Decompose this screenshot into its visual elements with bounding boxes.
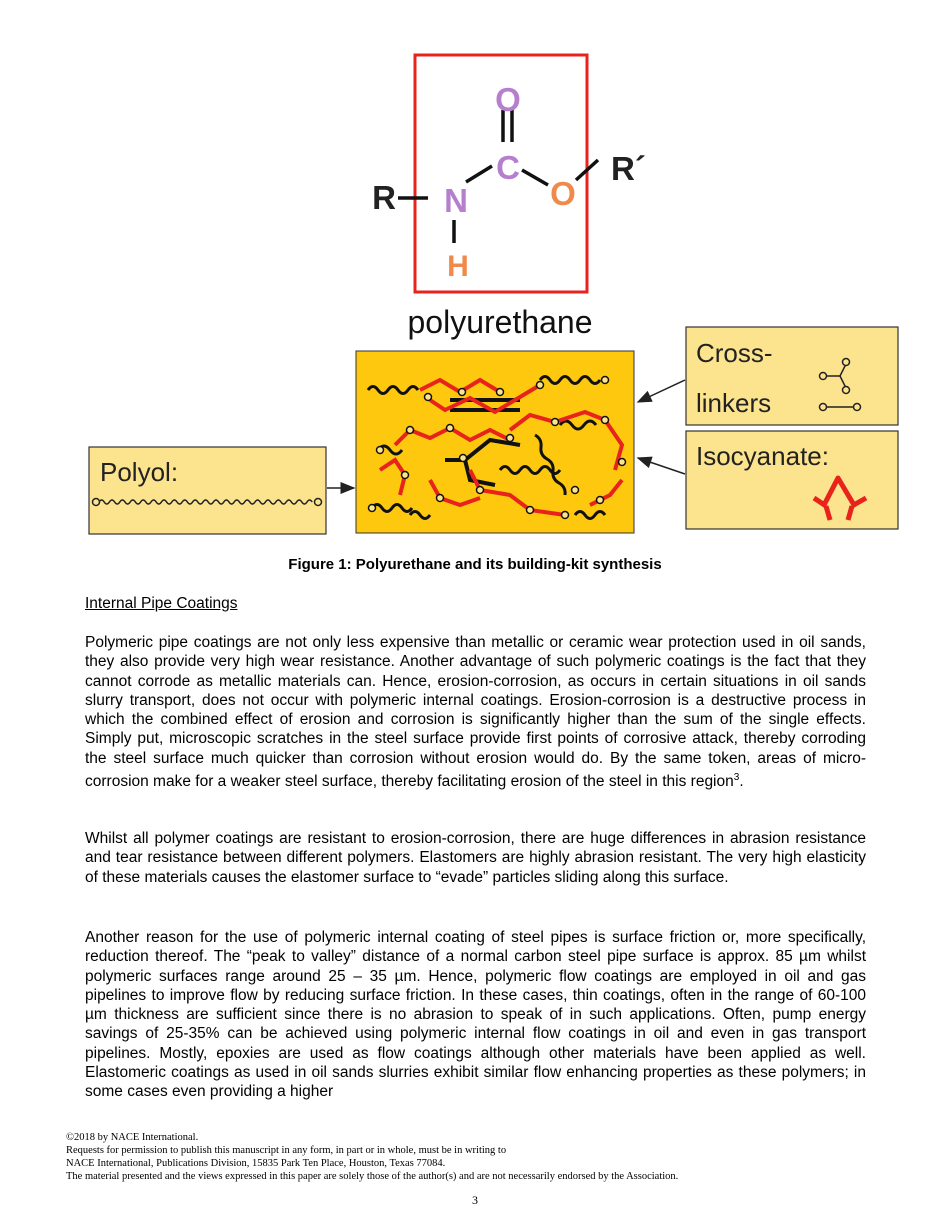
isocyanate-label: Isocyanate:: [696, 441, 829, 471]
atom-nitrogen: N: [444, 182, 468, 219]
paragraph-2: Whilst all polymer coatings are resistant to erosion-corrosion, there are huge differences in abrasion resistance and tear resistance between different polymers. Elastomers are highly abrasion resistant. The very high elasticity of these materials causes the elastomer surface to “evade” particles sliding along this surface.: [85, 830, 866, 886]
arrow-isocyanate: [638, 458, 685, 474]
atom-r-left: R: [372, 179, 396, 216]
paragraph-1: [85, 633, 866, 792]
isocyanate-box: [686, 431, 898, 529]
polymer-network-panel: [356, 351, 634, 533]
atom-carbon: C: [496, 149, 520, 186]
polyol-box: [89, 447, 326, 534]
polyol-label: Polyol:: [100, 457, 179, 487]
arrow-crosslinkers: [638, 380, 685, 402]
footer-copyright: ©2018 by NACE International.: [66, 1132, 199, 1143]
footer-permission: Requests for permission to publish this manuscript in any form, in part or in whole, must be in writing to: [66, 1145, 507, 1156]
figure-caption: Figure 1: Polyurethane and its building-kit synthesis: [288, 556, 662, 573]
paragraph-1-text: Polymeric pipe coatings are not only less expensive than metallic or ceramic wear protection used in oil sands, they also provide very high wear resistance. Another advantage of such polymeric coatings is the fact that they cannot corrode as metallic materials can. Hence, erosion-corrosion, as occurs in certain situations in oil sands slurry transport, does not occur with polymeric internal coatings. Erosion-corrosion is a destructive process in which the combined effect of erosion and corrosion is significantly higher than the sum of the single effects. Simply put, microscopic scratches in the steel surface provide first points of corrosive attack, thereby corroding the steel surface much quicker than corrosion without erosion would do. By the same token, areas of micro-corrosion make for a weaker steel surface, thereby facilitating erosion of the steel in this region: [85, 634, 866, 791]
crosslinkers-box: [686, 327, 898, 425]
urethane-molecule: [372, 55, 646, 340]
paragraph-3: Another reason for the use of polymeric internal coating of steel pipes is surface friction or, more specifically, reduction thereof. The “peak to valley” distance of a normal carbon steel pipe surface is approx. 85 µm whilst polymeric surfaces range around 25 – 35 µm. Hence, polymeric flow coatings are employed in oil and gas pipelines to improve flow by reducing surface friction. In these cases, thin coatings, often in the range of 60-100 µm thickness are sufficient since there is no abrasion to speak of in such applications. Often, pump energy savings of 25-35% can be achieved using polymeric internal flow coatings in oil and even in gas transport pipelines. Mostly, epoxies are used as flow coatings although other materials have been applied as well. Elastomeric coatings as used in oil sands slurries exhibit similar flow enhancing properties as these polymers; in some cases even providing a higher: [85, 929, 866, 1101]
page-number: 3: [472, 1193, 478, 1207]
atom-r-right: R´: [611, 150, 646, 187]
polyurethane-figure: [0, 0, 950, 545]
polyurethane-label: polyurethane: [407, 304, 593, 340]
atom-hydrogen: H: [447, 250, 469, 283]
footer-disclaimer: The material presented and the views expressed in this paper are solely those of the author(s) and are not necessarily endorsed by the Association.: [66, 1171, 679, 1182]
atom-oxygen-ester: O: [550, 175, 576, 212]
paragraph-1-end: .: [739, 773, 744, 791]
atom-oxygen-double: O: [495, 81, 521, 118]
footer-address: NACE International, Publications Division, 15835 Park Ten Place, Houston, Texas 77084.: [66, 1158, 446, 1169]
citation-ref: 3: [733, 772, 740, 784]
section-heading: Internal Pipe Coatings: [85, 595, 238, 612]
crosslinkers-label-line1: Cross-: [696, 338, 773, 368]
crosslinkers-label-line2: linkers: [696, 388, 772, 418]
